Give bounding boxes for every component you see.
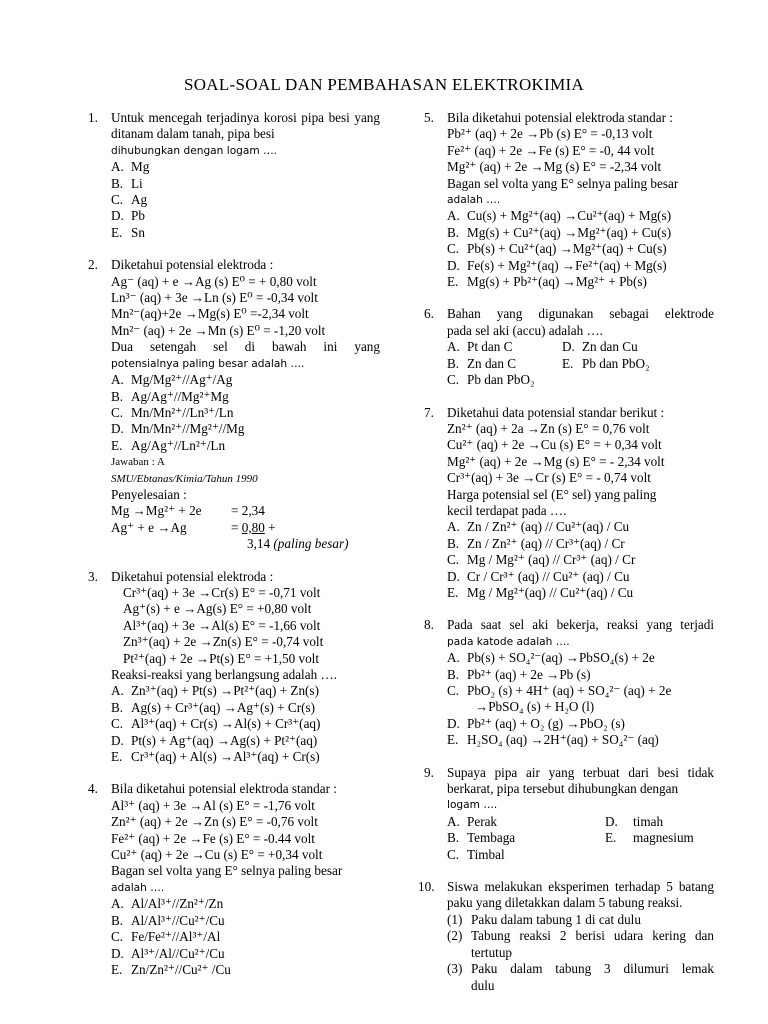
option-e: E. Cr³⁺(aq) + Al(s) →Al³⁺(aq) + Cr(s) bbox=[111, 749, 320, 765]
option-d: D. Al³⁺/Al//Cu²⁺/Cu bbox=[111, 945, 225, 961]
option-e: E. Mg(s) + Pb²⁺(aq) →Mg²⁺ + Pb(s) bbox=[447, 274, 647, 290]
question-stem: Siswa melakukan eksperimen terhadap 5 batang paku yang diletakkan dalam 5 tabung reaksi. bbox=[447, 879, 714, 911]
equation: Zn³⁺(aq) + 2e →Zn(s) E° = -0,74 volt bbox=[123, 634, 324, 650]
option-e: E. Ag/Ag⁺//Ln²⁺/Ln bbox=[111, 437, 226, 453]
question-number: 9. bbox=[424, 764, 434, 780]
equation: Mn²⁻ (aq) + 2e →Mn (s) E⁰ = -1,20 volt bbox=[111, 322, 326, 338]
option-a: A. Pt dan C bbox=[447, 339, 513, 355]
option-e: E. Sn bbox=[111, 224, 145, 240]
equation: Cr³⁺(aq) + 3e →Cr (s) E° = - 0,74 volt bbox=[447, 470, 651, 486]
question-stem: Bahan yang digunakan sebagai elektrode bbox=[447, 306, 714, 322]
option-c: C. Pb(s) + Cu²⁺(aq) →Mg²⁺(aq) + Cu(s) bbox=[447, 241, 667, 257]
option-d: D. Mn/Mn²⁺//Mg²⁺//Mg bbox=[111, 421, 245, 437]
equation: Al³⁺(aq) + 3e →Al(s) E° = -1,66 volt bbox=[123, 617, 321, 633]
question-number: 6. bbox=[424, 306, 434, 322]
option-d: D. timah bbox=[605, 813, 664, 829]
option-a: A. Perak bbox=[447, 813, 498, 829]
option-d: D. Zn dan Cu bbox=[562, 339, 638, 355]
solution-line-3: 3,14 (paling besar) bbox=[247, 536, 349, 552]
equation: Cu²⁺ (aq) + 2e →Cu (s) E° = + 0,34 volt bbox=[447, 437, 662, 453]
question-stem: Bila diketahui potensial elektroda standar : bbox=[111, 781, 337, 797]
question-text: potensialnya paling besar adalah …. bbox=[111, 357, 305, 370]
question-9 bbox=[424, 765, 714, 863]
question-stem: logam …. bbox=[447, 799, 498, 812]
option-e: E. magnesium bbox=[605, 830, 694, 846]
option-b: B. Tembaga bbox=[447, 830, 516, 846]
equation: Mn²⁻(aq)+2e →Mg(s) E⁰ =-2,34 volt bbox=[111, 306, 309, 322]
option-e: E. Zn/Zn²⁺//Cu²⁺ /Cu bbox=[111, 961, 231, 977]
option-e: E. H₂SO₄ (aq) →2H⁺(aq) + SO₄²⁻ (aq) bbox=[447, 732, 659, 748]
option-b: B. Zn dan C bbox=[447, 355, 517, 371]
list-item: (3) Paku dalam tabung 3 dilumuri lemak bbox=[447, 961, 714, 977]
option-b: B. Ag(s) + Cr³⁺(aq) →Ag⁺(s) + Cr(s) bbox=[111, 699, 316, 715]
equation: Pt²⁺(aq) + 2e →Pt(s) E° = +1,50 volt bbox=[123, 650, 320, 666]
right-column bbox=[418, 110, 714, 994]
option-c: C. Fe/Fe²⁺//Al³⁺/Al bbox=[111, 929, 221, 945]
option-e: E. Pb dan PbO₂ bbox=[562, 355, 650, 371]
answer-label: Jawaban : A bbox=[111, 456, 165, 469]
question-number: 7. bbox=[424, 404, 434, 420]
list-item: (1) Paku dalam tabung 1 di cat dulu bbox=[447, 911, 641, 927]
question-6 bbox=[424, 306, 714, 388]
option-c: C. Al³⁺(aq) + Cr(s) →Al(s) + Cr³⁺(aq) bbox=[111, 716, 321, 732]
question-text: kecil terdapat pada …. bbox=[447, 502, 567, 518]
solution-label: Penyelesaian : bbox=[111, 486, 187, 502]
question-7 bbox=[424, 405, 714, 602]
option-d: D. Pt(s) + Ag⁺(aq) →Ag(s) + Pt²⁺(aq) bbox=[111, 732, 318, 748]
equation: Ag⁻ (aq) + e →Ag (s) E⁰ = + 0,80 volt bbox=[111, 273, 317, 289]
option-c: C. Timbal bbox=[447, 846, 505, 862]
option-b: B. Zn / Zn²⁺ (aq) // Cr³⁺(aq) / Cr bbox=[447, 535, 625, 551]
question-text: Bagan sel volta yang E° selnya paling besar bbox=[447, 175, 679, 191]
question-stem: dihubungkan dengan logam …. bbox=[111, 144, 278, 157]
list-item-continuation: tertutup bbox=[471, 944, 513, 960]
question-text: Dua setengah sel di bawah ini yang bbox=[111, 339, 380, 355]
equation: Fe²⁺ (aq) + 2e →Fe (s) E° = -0, 44 volt bbox=[447, 142, 655, 158]
option-c: C. PbO₂ (s) + 4H⁺ (aq) + SO₄²⁻ (aq) + 2e bbox=[447, 683, 672, 698]
question-5 bbox=[424, 110, 714, 290]
option-b: B. Al/Al³⁺//Cu²⁺/Cu bbox=[111, 912, 225, 928]
option-b: B. Mg(s) + Cu²⁺(aq) →Mg²⁺(aq) + Cu(s) bbox=[447, 224, 672, 240]
option-b: B. Pb²⁺ (aq) + 2e →Pb (s) bbox=[447, 666, 591, 682]
option-c: C. Ag bbox=[111, 192, 148, 208]
question-text: Bagan sel volta yang E° selnya paling besar bbox=[111, 863, 343, 879]
option-a: A. Al/Al³⁺//Zn²⁺/Zn bbox=[111, 896, 224, 912]
question-stem: Supaya pipa air yang terbuat dari besi tidak berkarat, pipa tersebut dihubungkan dengan bbox=[447, 764, 714, 797]
question-stem: Diketahui potensial elektroda : bbox=[111, 568, 274, 584]
question-number: 5. bbox=[424, 110, 434, 125]
option-a: A. Mg/Mg²⁺//Ag⁺/Ag bbox=[111, 372, 233, 388]
question-stem: Diketahui potensial elektroda : bbox=[111, 257, 274, 273]
equation: Al³⁺ (aq) + 3e →Al (s) E° = -1,76 volt bbox=[111, 797, 315, 813]
question-stem: Diketahui data potensial standar berikut : bbox=[447, 404, 665, 420]
list-item: (2) Tabung reaksi 2 berisi udara kering dan bbox=[447, 928, 714, 944]
question-number: 1. bbox=[88, 110, 98, 125]
option-b: B. Li bbox=[111, 175, 143, 191]
option-a: A. Mg bbox=[111, 159, 150, 175]
solution-line-1: Mg →Mg²⁺ + 2e = 2,34 bbox=[111, 503, 265, 519]
question-1 bbox=[88, 110, 380, 241]
equation: Ag⁺(s) + e →Ag(s) E° = +0,80 volt bbox=[123, 601, 312, 617]
option-c: C. Mg / Mg²⁺ (aq) // Cr³⁺ (aq) / Cr bbox=[447, 552, 636, 568]
question-text: Harga potensial sel (E° sel) yang paling bbox=[447, 486, 657, 502]
equation: Cu²⁺ (aq) + 2e →Cu (s) E° = +0,34 volt bbox=[111, 847, 323, 863]
question-8 bbox=[424, 617, 714, 748]
question-3 bbox=[88, 569, 380, 766]
option-a: A. Pb(s) + SO₄²⁻(aq) →PbSO₄(s) + 2e bbox=[447, 650, 655, 666]
equation: Ln³⁻ (aq) + 3e →Ln (s) E⁰ = -0,34 volt bbox=[111, 290, 318, 306]
option-d: D. Pb²⁺ (aq) + O₂ (g) →PbO₂ (s) bbox=[447, 715, 625, 731]
page-title: SOAL-SOAL DAN PEMBAHASAN ELEKTROKIMIA bbox=[183, 75, 585, 94]
option-a: A. Cu(s) + Mg²⁺(aq) →Cu²⁺(aq) + Mg(s) bbox=[447, 208, 672, 224]
option-c: C. Mn/Mn²⁺//Ln³⁺/Ln bbox=[111, 404, 234, 420]
equation: Cr³⁺(aq) + 3e →Cr(s) E° = -0,71 volt bbox=[123, 584, 321, 600]
question-number: 8. bbox=[424, 617, 434, 633]
question-number: 3. bbox=[88, 568, 98, 584]
equation: Fe²⁺ (aq) + 2e →Fe (s) E° = -0.44 volt bbox=[111, 830, 315, 846]
question-text: adalah …. bbox=[111, 881, 165, 894]
question-stem: pada sel aki (accu) adalah …. bbox=[447, 322, 603, 338]
question-stem: Pada saat sel aki bekerja, reaksi yang terjadi bbox=[447, 617, 714, 633]
equation: Mg²⁺ (aq) + 2e →Mg (s) E° = -2,34 volt bbox=[447, 159, 662, 175]
option-b: B. Ag/Ag⁺//Mg²⁺Mg bbox=[111, 388, 229, 404]
option-d: D. Fe(s) + Mg²⁺(aq) →Fe²⁺(aq) + Mg(s) bbox=[447, 257, 667, 273]
question-10 bbox=[418, 879, 714, 994]
equation: Pb²⁺ (aq) + 2e →Pb (s) E° = -0,13 volt bbox=[447, 126, 653, 142]
option-c-continuation: →PbSO₄ (s) + H₂O (l) bbox=[475, 699, 595, 715]
option-a: A. Zn³⁺(aq) + Pt(s) →Pt²⁺(aq) + Zn(s) bbox=[111, 683, 319, 699]
question-number: 2. bbox=[88, 257, 98, 273]
option-a: A. Zn / Zn²⁺ (aq) // Cu²⁺(aq) / Cu bbox=[447, 519, 630, 535]
option-e: E. Mg / Mg²⁺(aq) // Cu²⁺(aq) / Cu bbox=[447, 584, 634, 600]
question-text: adalah …. bbox=[447, 194, 501, 207]
option-d: D. Pb bbox=[111, 208, 145, 224]
question-stem: Untuk mencegah terjadinya korosi pipa besi yang ditanam dalam tanah, pipa besi bbox=[111, 110, 380, 142]
question-4 bbox=[88, 781, 380, 978]
question-text: Reaksi-reaksi yang berlangsung adalah …. bbox=[111, 667, 337, 682]
equation: Zn²⁺ (aq) + 2e →Zn (s) E° = -0,76 volt bbox=[111, 814, 318, 830]
option-c: C. Pb dan PbO₂ bbox=[447, 372, 535, 388]
question-2 bbox=[88, 257, 380, 552]
option-d: D. Cr / Cr³⁺ (aq) // Cu²⁺ (aq) / Cu bbox=[447, 568, 630, 584]
list-item-continuation: dulu bbox=[471, 977, 495, 993]
question-number: 4. bbox=[88, 781, 98, 797]
left-column bbox=[88, 110, 380, 978]
equation: Mg²⁺ (aq) + 2e →Mg (s) E° = - 2,34 volt bbox=[447, 453, 665, 469]
equation: Zn²⁺ (aq) + 2a →Zn (s) E° = 0,76 volt bbox=[447, 420, 650, 436]
question-stem: Bila diketahui potensial elektroda standar : bbox=[447, 110, 673, 125]
solution-line-2: Ag⁺ + e →Ag = 0,80 + bbox=[111, 519, 276, 535]
source-label: SMU/Ebtanas/Kimia/Tahun 1990 bbox=[111, 472, 258, 485]
question-number: 10. bbox=[418, 879, 435, 895]
question-stem: pada katode adalah …. bbox=[447, 635, 570, 648]
